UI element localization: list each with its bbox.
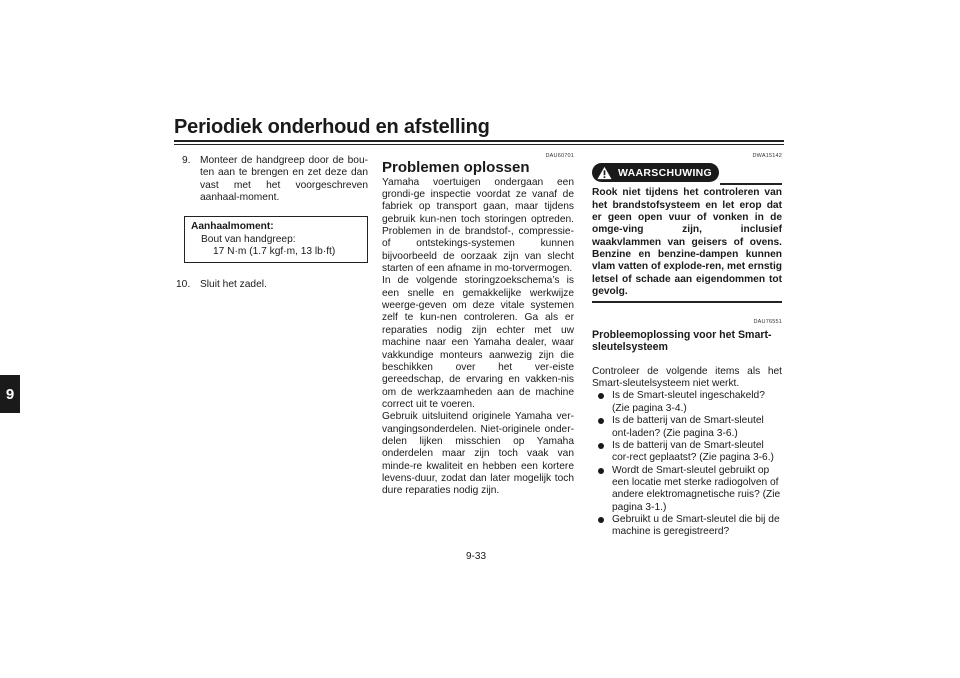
warning-rule xyxy=(720,183,782,185)
torque-title: Aanhaalmoment: xyxy=(191,221,274,233)
warning-code: DWA15142 xyxy=(752,153,782,159)
warning-label: WAARSCHUWING xyxy=(618,166,713,179)
step-9 xyxy=(174,155,368,204)
bullet-icon xyxy=(598,418,604,424)
checklist xyxy=(592,390,782,538)
list-item-text: Gebruikt u de Smart-sleutel die bij de machine is geregistreerd? xyxy=(612,513,780,538)
warning-text: Rook niet tijdens het controleren van het brandstofsysteem en let erop dat er geen open vuur of vonken in de omge-ving zijn, inclusief waakvlammen van geisers of ovens. Benzine en benzine-dampen kunnen vlam vatten of explode-ren, met ernstig letsel of schade aan eigendommen tot gevolg. xyxy=(592,187,782,298)
section-code: DAU76551 xyxy=(753,319,782,326)
intro-text: Controleer de volgende items als het Smart-sleutelsysteem niet werkt. xyxy=(592,365,782,390)
step-number: 9. xyxy=(182,155,191,166)
step-text: Monteer de handgreep door de bou-ten aan te brengen en zet deze dan vast met het voorgeschreven aanhaal-moment. xyxy=(200,155,368,204)
header-rule-thin xyxy=(174,144,784,145)
list-item xyxy=(596,390,782,415)
bullet-icon xyxy=(598,517,604,523)
bullet-icon xyxy=(598,468,604,474)
column-3 xyxy=(592,150,782,539)
list-item xyxy=(596,514,782,539)
section-code: DAU60701 xyxy=(545,153,574,159)
list-item xyxy=(596,415,782,440)
step-10 xyxy=(174,279,368,291)
list-item-text: Is de Smart-sleutel ingeschakeld? (Zie pagina 3-4.) xyxy=(612,390,765,414)
column-1 xyxy=(174,155,368,292)
header-rule xyxy=(174,140,784,142)
paragraph: Yamaha voertuigen ondergaan een grondi-ge inspectie voordat ze vanaf de fabriek op transport gaan, maar tijdens gebruik kun-nen toch storingen optreden. Problemen in de brandstof-, compressie- of ontstekings-systemen kunnen bijvoorbeeld de oorzaak zijn van slecht starten of een afname in mo-torvermogen. xyxy=(382,176,574,275)
step-text: Sluit het zadel. xyxy=(200,279,267,291)
step-number: 10. xyxy=(176,279,191,291)
list-item-text: Is de batterij van de Smart-sleutel ont-laden? (Zie pagina 3-6.) xyxy=(612,415,764,439)
list-item-text: Wordt de Smart-sleutel gebruikt op een locatie met sterke radiogolven of andere elektromagnetische ruis? (Zie pagina 3-1.) xyxy=(612,464,781,513)
torque-value: 17 N·m (1.7 kgf·m, 13 lb·ft) xyxy=(213,246,336,258)
warning-header xyxy=(592,163,782,183)
page-number: 9-33 xyxy=(466,551,487,562)
sub-heading: Probleemoplossing voor het Smart-sleutelsysteem xyxy=(592,328,772,354)
paragraph: In de volgende storingzoekschema’s is een snelle en gemakkelijke werkwijze weerge-geven om deze vitale systemen zelf te kun-nen controleren. Ga als er reparaties nodig zijn echter met uw machine naar een Yamaha dealer, waar vakkundige monteurs aanwezig zijn die beschikken over het ver-eiste gereedschap, de ervaring en vakken-nis om de werkzaamheden aan de machine correct uit te voeren. xyxy=(382,275,574,410)
paragraph: Gebruik uitsluitend originele Yamaha ver-vangingsonderdelen. Niet-originele onder-delen lijken misschien op Yamaha onderdelen maar zijn toch vaak van minde-re kwaliteit en hebben een kortere levens-duur, zodat dan later mogelijk toch dure reparaties nodig zijn. xyxy=(382,411,574,497)
warning-bottom-rule xyxy=(592,301,782,303)
warning-badge xyxy=(592,163,719,182)
column-2 xyxy=(382,150,574,498)
bullet-icon xyxy=(598,393,604,399)
torque-spec-box xyxy=(184,216,368,263)
section-heading: Problemen oplossen xyxy=(382,159,530,177)
page-title: Periodiek onderhoud en afstelling xyxy=(174,116,490,138)
warning-triangle-icon xyxy=(597,166,612,180)
torque-item: Bout van handgreep: xyxy=(201,233,296,245)
list-item xyxy=(596,465,782,514)
chapter-tab: 9 xyxy=(0,375,20,413)
list-item-text: Is de batterij van de Smart-sleutel cor-rect geplaatst? (Zie pagina 3-6.) xyxy=(612,439,774,464)
list-item xyxy=(596,440,782,465)
bullet-icon xyxy=(598,443,604,449)
